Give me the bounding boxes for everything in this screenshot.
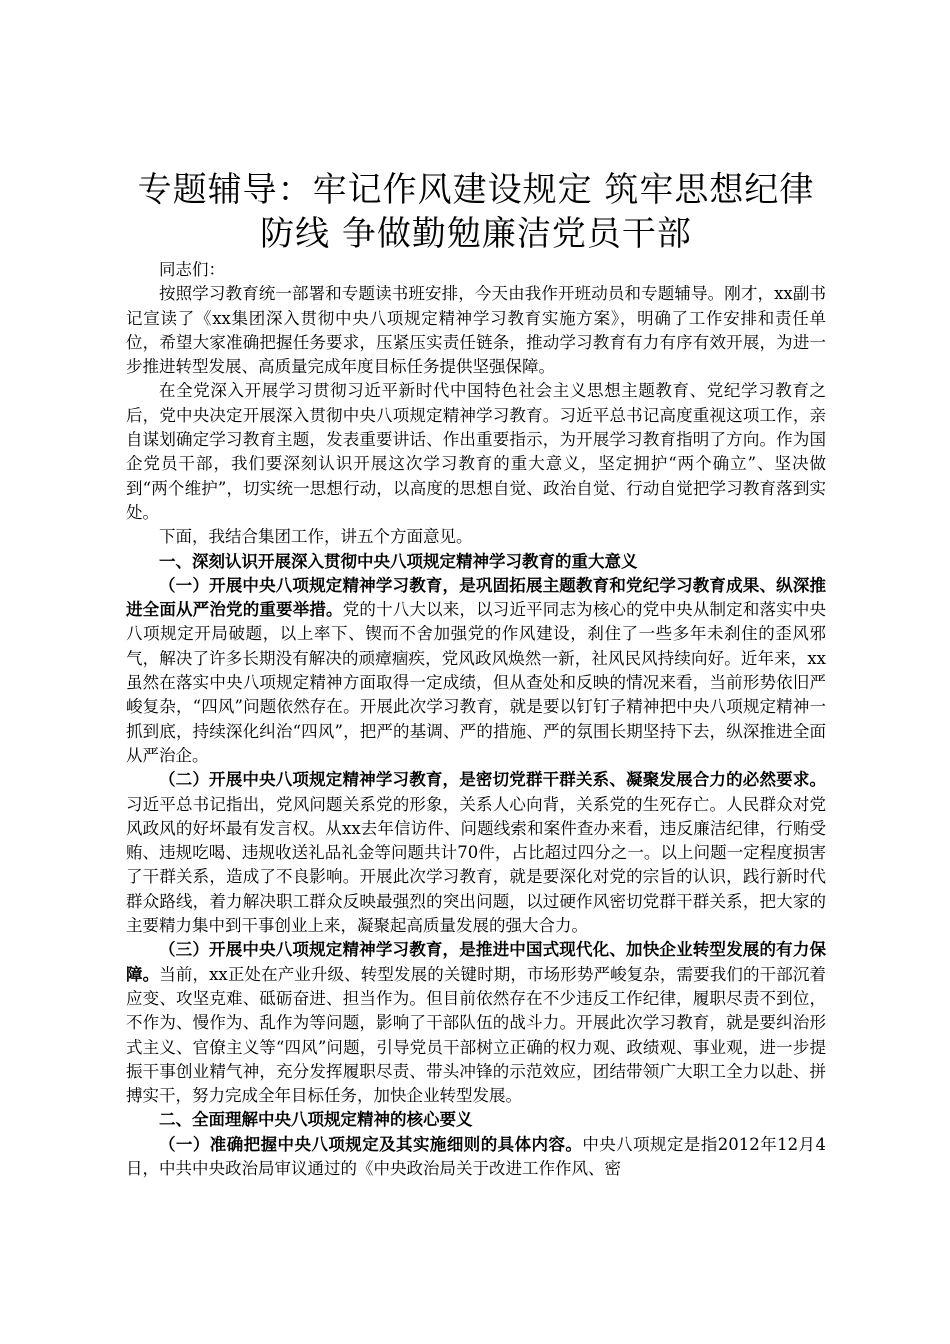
- section-heading-2: 二、全面理解中央八项规定精神的核心要义: [159, 1110, 473, 1130]
- subsection-4: [126, 1133, 826, 1182]
- subsection-3-text: 当前，xx正处在产业升级、转型发展的关键时期，市场形势严峻复杂，需要我们的干部沉着应变、攻坚克难、砥砺奋进、担当作为。但目前依然存在不少违反工作纪律，履职尽责不到位，不作为、慢作为、乱作为等问题，影响了干部队伍的战斗力。开展此次学习教育，就是要纠治形式主义、官僚主义等“四风”问题，引导党员干部树立正确的权力观、政绩观、事业观，进一步提振干事创业精气神，充分发挥履职尽责、带头冲锋的示范效应，团结带领广大职工全力以赴、拼搏实干，努力完成全年目标任务，加快企业转型发展。: [126, 964, 826, 1106]
- section-heading-1: 一、深刻认识开展深入贯彻中央八项规定精神学习教育的重大意义: [159, 551, 638, 571]
- document-body: [126, 258, 826, 1181]
- subsection-2: [126, 768, 826, 938]
- subsection-1-heading: （一）开展中央八项规定精神学习教育，是巩固拓展主题教育和党纪学习教育成果、纵深推进全面从严治党的重要举措。: [126, 575, 826, 620]
- subsection-4-text: 中央八项规定是指2012年12月4日，中共中央政治局审议通过的《中央政治局关于改进工作作风、密: [126, 1134, 826, 1178]
- subsection-2-text: 习近平总书记指出，党风问题关系党的形象，关系人心向背，关系党的生死存亡。人民群众对党风政风的好坏最有发言权。从xx去年信访件、问题线索和案件查办来看，违反廉洁纪律，行贿受贿、违规吃喝、违规收送礼品礼金等问题共计70件，占比超过四分之一。以上问题一定程度损害了干群关系，造成了不良影响。开展此次学习教育，就是要深化对党的宗旨的认识，践行新时代群众路线，着力解决职工群众反映最强烈的突出问题，以过硬作风密切党群干群关系，把大家的主要精力集中到干事创业上来，凝聚起高质量发展的强大合力。: [126, 794, 826, 936]
- subsection-2-heading: （二）开展中央八项规定精神学习教育，是密切党群干群关系、凝聚发展合力的必然要求。: [159, 770, 826, 790]
- paragraph-background: 在全党深入开展学习贯彻习近平新时代中国特色社会主义思想主题教育、党纪学习教育之后，党中央决定开展深入贯彻中央八项规定精神学习教育。习近平总书记高度重视这项工作，亲自谋划确定学习教育主题，发表重要讲话、作出重要指示，为开展学习教育指明了方向。作为国企党员干部，我们要深刻认识开展这次学习教育的重大意义，坚定拥护“两个确立”、坚决做到“两个维护”，切实统一思想行动，以高度的思想自觉、政治自觉、行动自觉把学习教育落到实处。: [126, 381, 826, 522]
- title-line-2: 防线 争做勤勉廉洁党员干部: [260, 214, 692, 254]
- subsection-1-text: 党的十八大以来，以习近平同志为核心的党中央从制定和落实中央八项规定开局破题，以上率下、锲而不舍加强党的作风建设，刹住了一些多年未刹住的歪风邪气，解决了许多长期没有解决的顽瘴痼疾，党风政风焕然一新，社风民风持续向好。近年来，xx虽然在落实中央八项规定精神方面取得一定成绩，但从查处和反映的情况来看，当前形势依旧严峻复杂，“四风”问题依然存在。开展此次学习教育，就是要以钉钉子精神把中央八项规定精神一抓到底，持续深化纠治“四风”，把严的基调、严的措施、严的氛围长期坚持下去，纵深推进全面从严治企。: [126, 600, 827, 765]
- paragraph-outline: 下面，我结合集团工作，讲五个方面意见。: [159, 527, 473, 547]
- document-page: [126, 168, 826, 1181]
- document-title: [126, 168, 826, 256]
- subsection-3-heading: （三）开展中央八项规定精神学习教育，是推进中国式现代化、加快企业转型发展的有力保障。: [126, 940, 826, 984]
- salutation: 同志们：: [159, 260, 225, 279]
- subsection-3: [126, 938, 826, 1108]
- subsection-1: [126, 574, 826, 768]
- title-line-1: 专题辅导：牢记作风建设规定 筑牢思想纪律: [137, 170, 815, 210]
- paragraph-intro: 按照学习教育统一部署和专题读书班安排，今天由我作开班动员和专题辅导。刚才，xx副书记宣读了《xx集团深入贯彻中央八项规定精神学习教育实施方案》，明确了工作安排和责任单位，希望大家准确把握任务要求，压紧压实责任链条，推动学习教育有力有序有效开展，为进一步推进转型发展、高质量完成年度目标任务提供坚强保障。: [126, 284, 826, 377]
- subsection-4-heading: （一）准确把握中央八项规定及其实施细则的具体内容。: [159, 1134, 583, 1154]
